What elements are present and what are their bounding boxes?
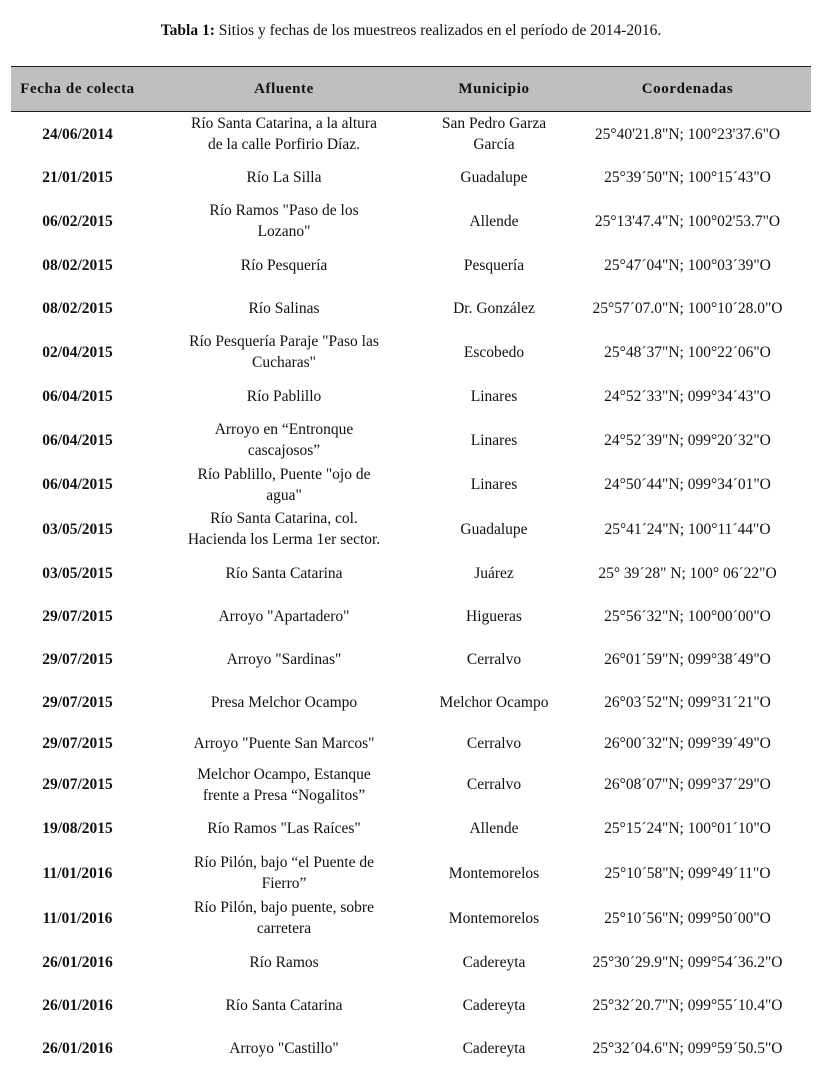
cell-fecha: 03/05/2015	[42, 520, 113, 538]
cell-afluente: Arroyo "Apartadero"	[218, 607, 350, 625]
cell-municipio: Melchor Ocampo	[439, 694, 549, 711]
cell-coordenadas: 25°30´29.9"N; 099°54´36.2"O	[592, 953, 783, 971]
cell-afluente: Río Ramos "Las Raíces"	[207, 820, 361, 837]
cell-municipio: Allende	[469, 212, 519, 230]
cell-fecha: 29/07/2015	[42, 650, 113, 668]
table-row	[11, 330, 811, 375]
table-row	[11, 463, 811, 507]
cell-afluente: Río Pilón, bajo puente, sobre carretera	[194, 899, 374, 937]
cell-fecha: 03/05/2015	[42, 564, 113, 582]
cell-fecha: 11/01/2016	[42, 864, 113, 882]
cell-coordenadas: 25°41´24"N; 100°11´44"O	[604, 520, 771, 538]
cell-afluente: Río Santa Catarina, a la altura de la calle Porfirio Díaz.	[191, 115, 377, 154]
cell-afluente: Melchor Ocampo, Estanque frente a Presa “Nogalitos”	[197, 765, 371, 804]
cell-coordenadas: 25°10´56"N; 099°50´00"O	[604, 909, 771, 927]
table-row	[11, 681, 811, 725]
cell-municipio: Guadalupe	[460, 520, 528, 538]
cell-afluente: Río Santa Catarina	[225, 564, 343, 582]
cell-afluente: Arroyo "Puente San Marcos"	[193, 735, 375, 752]
table-row	[11, 638, 811, 681]
cell-municipio: Higueras	[466, 607, 522, 625]
cell-municipio: Cerralvo	[466, 735, 522, 752]
table-row	[11, 287, 811, 330]
header-afluente: Afluente	[254, 81, 314, 97]
cell-municipio: Pesquería	[463, 256, 525, 274]
cell-coordenadas: 24°52´39"N; 099°20´32"O	[604, 431, 771, 449]
cell-afluente: Río Ramos "Paso de los Lozano"	[209, 202, 359, 240]
table-row	[11, 984, 811, 1027]
cell-fecha: 26/01/2016	[42, 1039, 113, 1057]
table-row	[11, 418, 811, 463]
cell-coordenadas: 25°10´58"N; 099°49´11"O	[604, 864, 771, 882]
cell-afluente: Río Salinas	[248, 299, 320, 317]
cell-coordenadas: 25° 39´28" N; 100° 06´22"O	[598, 564, 777, 582]
cell-municipio: Linares	[470, 476, 518, 493]
cell-coordenadas: 25°39´50"N; 100°15´43"O	[604, 169, 771, 186]
cell-afluente: Río La Silla	[246, 169, 322, 186]
cell-fecha: 26/01/2016	[42, 996, 113, 1014]
table-row	[11, 112, 811, 157]
caption-label: Tabla 1:	[160, 22, 215, 39]
table-body	[11, 112, 811, 1070]
cell-afluente: Arroyo "Castillo"	[229, 1039, 339, 1057]
cell-municipio: Linares	[470, 431, 518, 449]
header-municipio: Municipio	[458, 81, 530, 97]
cell-afluente: Arroyo "Sardinas"	[226, 650, 342, 668]
cell-afluente: Río Pesquería	[240, 256, 328, 274]
cell-afluente: Río Ramos	[249, 953, 319, 971]
cell-coordenadas: 25°13'47.4"N; 100°02'53.7"O	[594, 212, 781, 230]
cell-afluente: Río Pablillo, Puente "ojo de agua"	[197, 465, 371, 504]
header-fecha: Fecha de colecta	[20, 81, 135, 97]
table-header	[11, 67, 811, 112]
cell-coordenadas: 26°08´07"N; 099°37´29"O	[604, 776, 771, 793]
table-row	[11, 1027, 811, 1070]
cell-fecha: 08/02/2015	[42, 256, 113, 274]
cell-municipio: Montemorelos	[448, 864, 540, 882]
cell-afluente: Río Santa Catarina	[225, 996, 343, 1014]
table-row	[11, 595, 811, 638]
cell-fecha: 24/06/2014	[42, 125, 113, 143]
table-row	[11, 763, 811, 807]
cell-afluente: Presa Melchor Ocampo	[210, 694, 358, 711]
table-row	[11, 375, 811, 418]
caption-text: Sitios y fechas de los muestreos realizados en el período de 2014-2016.	[218, 22, 662, 39]
cell-coordenadas: 26°00´32"N; 099°39´49"O	[604, 735, 771, 752]
cell-fecha: 08/02/2015	[42, 299, 113, 317]
cell-municipio: Cadereyta	[462, 996, 526, 1014]
cell-fecha: 19/08/2015	[42, 820, 113, 837]
cell-fecha: 29/07/2015	[42, 735, 113, 752]
cell-municipio: Dr. González	[453, 299, 535, 317]
cell-municipio: Cadereyta	[462, 1039, 526, 1057]
cell-fecha: 06/04/2015	[42, 431, 113, 449]
sampling-sites-table	[11, 66, 811, 1070]
header-row	[11, 67, 811, 112]
cell-municipio: Montemorelos	[448, 909, 540, 927]
cell-coordenadas: 25°56´32"N; 100°00´00"O	[604, 607, 771, 625]
cell-coordenadas: 25°15´24"N; 100°01´10"O	[604, 820, 771, 837]
cell-municipio: Cerralvo	[466, 650, 522, 668]
cell-coordenadas: 25°48´37"N; 100°22´06"O	[604, 343, 771, 361]
table-row	[11, 896, 811, 941]
cell-coordenadas: 25°32´20.7"N; 099°55´10.4"O	[592, 996, 783, 1014]
table-row	[11, 552, 811, 595]
cell-fecha: 06/02/2015	[42, 212, 113, 230]
cell-coordenadas: 24°50´44"N; 099°34´01"O	[604, 476, 771, 493]
cell-fecha: 11/01/2016	[42, 909, 113, 927]
cell-afluente: Río Pilón, bajo “el Puente de Fierro”	[194, 854, 374, 892]
cell-fecha: 21/01/2015	[42, 169, 113, 186]
cell-coordenadas: 26°03´52"N; 099°31´21"O	[604, 694, 771, 711]
cell-afluente: Río Santa Catarina, col. Hacienda los Lerma 1er sector.	[187, 510, 381, 548]
cell-municipio: Linares	[470, 387, 518, 405]
cell-fecha: 02/04/2015	[42, 343, 113, 361]
cell-coordenadas: 24°52´33"N; 099°34´43"O	[604, 387, 771, 405]
cell-afluente: Río Pesquería Paraje "Paso las Cucharas"	[189, 333, 379, 371]
table-row	[11, 507, 811, 552]
cell-municipio: Juárez	[474, 564, 514, 582]
cell-coordenadas: 26°01´59"N; 099°38´49"O	[604, 650, 771, 668]
table-row	[11, 244, 811, 287]
table-caption	[0, 20, 822, 42]
cell-coordenadas: 25°47´04"N; 100°03´39"O	[604, 256, 771, 274]
cell-coordenadas: 25°32´04.6"N; 099°59´50.5"O	[592, 1039, 783, 1057]
table-row	[11, 941, 811, 984]
header-coordenadas: Coordenadas	[641, 81, 734, 97]
cell-municipio: Allende	[469, 820, 519, 837]
cell-fecha: 26/01/2016	[42, 953, 113, 971]
cell-fecha: 06/04/2015	[42, 387, 113, 405]
table-row	[11, 725, 811, 763]
cell-coordenadas: 25°57´07.0"N; 100°10´28.0"O	[592, 299, 783, 317]
table-row	[11, 807, 811, 851]
cell-afluente: Río Pablillo	[246, 387, 322, 405]
table-row	[11, 157, 811, 199]
cell-municipio: Escobedo	[463, 343, 525, 361]
cell-afluente: Arroyo en “Entronque cascajosos”	[214, 421, 354, 459]
cell-municipio: San Pedro Garza García	[441, 115, 547, 154]
cell-fecha: 06/04/2015	[42, 476, 113, 493]
cell-municipio: Cerralvo	[466, 776, 522, 793]
cell-municipio: Guadalupe	[460, 169, 528, 186]
cell-fecha: 29/07/2015	[42, 776, 113, 793]
cell-coordenadas: 25°40'21.8"N; 100°23'37.6"O	[594, 125, 781, 143]
cell-municipio: Cadereyta	[462, 953, 526, 971]
cell-fecha: 29/07/2015	[42, 694, 113, 711]
table-row	[11, 199, 811, 244]
table-row	[11, 851, 811, 896]
cell-fecha: 29/07/2015	[42, 607, 113, 625]
